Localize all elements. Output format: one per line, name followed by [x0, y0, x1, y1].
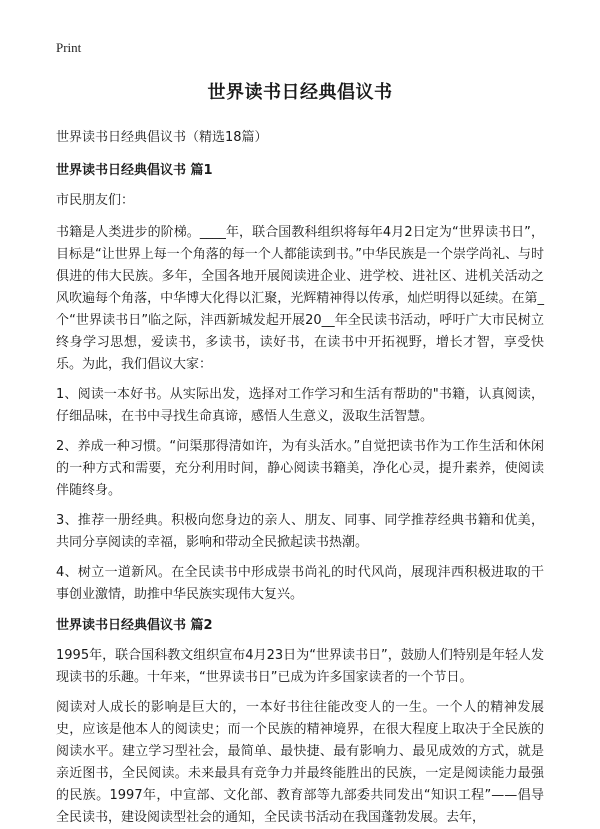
paragraph: 2、养成一种习惯。“问渠那得清如许，为有头活水。”自觉把读书作为工作生活和休闲的一种方式和需要，充分利用时间，静心阅读书籍美，净化心灵，提升素养，使阅读伴随终身。: [56, 439, 544, 498]
document-subtitle: 世界读书日经典倡议书（精选18篇）: [56, 130, 268, 145]
section-heading-1: 世界读书日经典倡议书 篇1: [56, 163, 213, 178]
paragraph: 1、阅读一本好书。从实际出发，选择对工作学习和生活有帮助的"书籍，认真阅读，仔细品味，在书中寻找生命真谛，感悟人生意义，汲取生活智慧。: [56, 387, 544, 424]
paragraph: 4、树立一道新风。在全民读书中形成崇书尚礼的时代风尚，展现沣西积极进取的干事创业激情，助推中华民族实现伟大复兴。: [56, 565, 544, 602]
section-heading-2: 世界读书日经典倡议书 篇2: [56, 618, 213, 633]
paragraph: 市民朋友们：: [56, 193, 135, 208]
document-title: 世界读书日经典倡议书: [207, 82, 393, 103]
paragraph: 书籍是人类进步的阶梯。____年，联合国教科组织将每年4月2日定为“世界读书日”，目标是“让世界上每一个角落的每一个人都能读到书。”中华民族是一个崇学尚礼、与时俱进的伟大民族。多年，全国各地开展阅读进企业、进学校、进社区、进机关活动之风吹遍每个角落，中华博大化得以汇聚，光辉精神得以传承，灿烂明得以延续。在第_个“世界读书日”临之际，沣西新城发起开展20__年全民读书活动，呼吁广大市民树立终身学习思想，爱读书，多读书，读好书，在读书中开拓视野，增长才智，享受快乐。为此，我们倡议大家：: [56, 225, 544, 372]
paragraph: 阅读对人成长的影响是巨大的，一本好书往往能改变人的一生。一个人的精神发展史，应该是他本人的阅读史；而一个民族的精神境界，在很大程度上取决于全民族的阅读水平。建立学习型社会，最简单、最快捷、最有影响力、最见成效的方式，就是亲近图书，全民阅读。未来最具有竞争力并最终能胜出的民族，一定是阅读能力最强的民族。1997年，中宣部、文化部、教育部等九部委共同发出“知识工程”——倡导全民读书，建设阅读型社会的通知，全民读书活动在我国蓬勃发展。去年，: [56, 700, 544, 825]
paragraph: 3、推荐一册经典。积极向您身边的亲人、朋友、同事、同学推荐经典书籍和优美，共同分享阅读的幸福，影响和带动全民掀起读书热潮。: [56, 513, 544, 550]
print-link[interactable]: Print: [56, 40, 82, 55]
paragraph: 1995年，联合国科教文组织宣布4月23日为“世界读书日”，鼓励人们特别是年轻人发现读书的乐趣。十年来，“世界读书日”已成为许多国家读者的一个节日。: [56, 648, 544, 685]
